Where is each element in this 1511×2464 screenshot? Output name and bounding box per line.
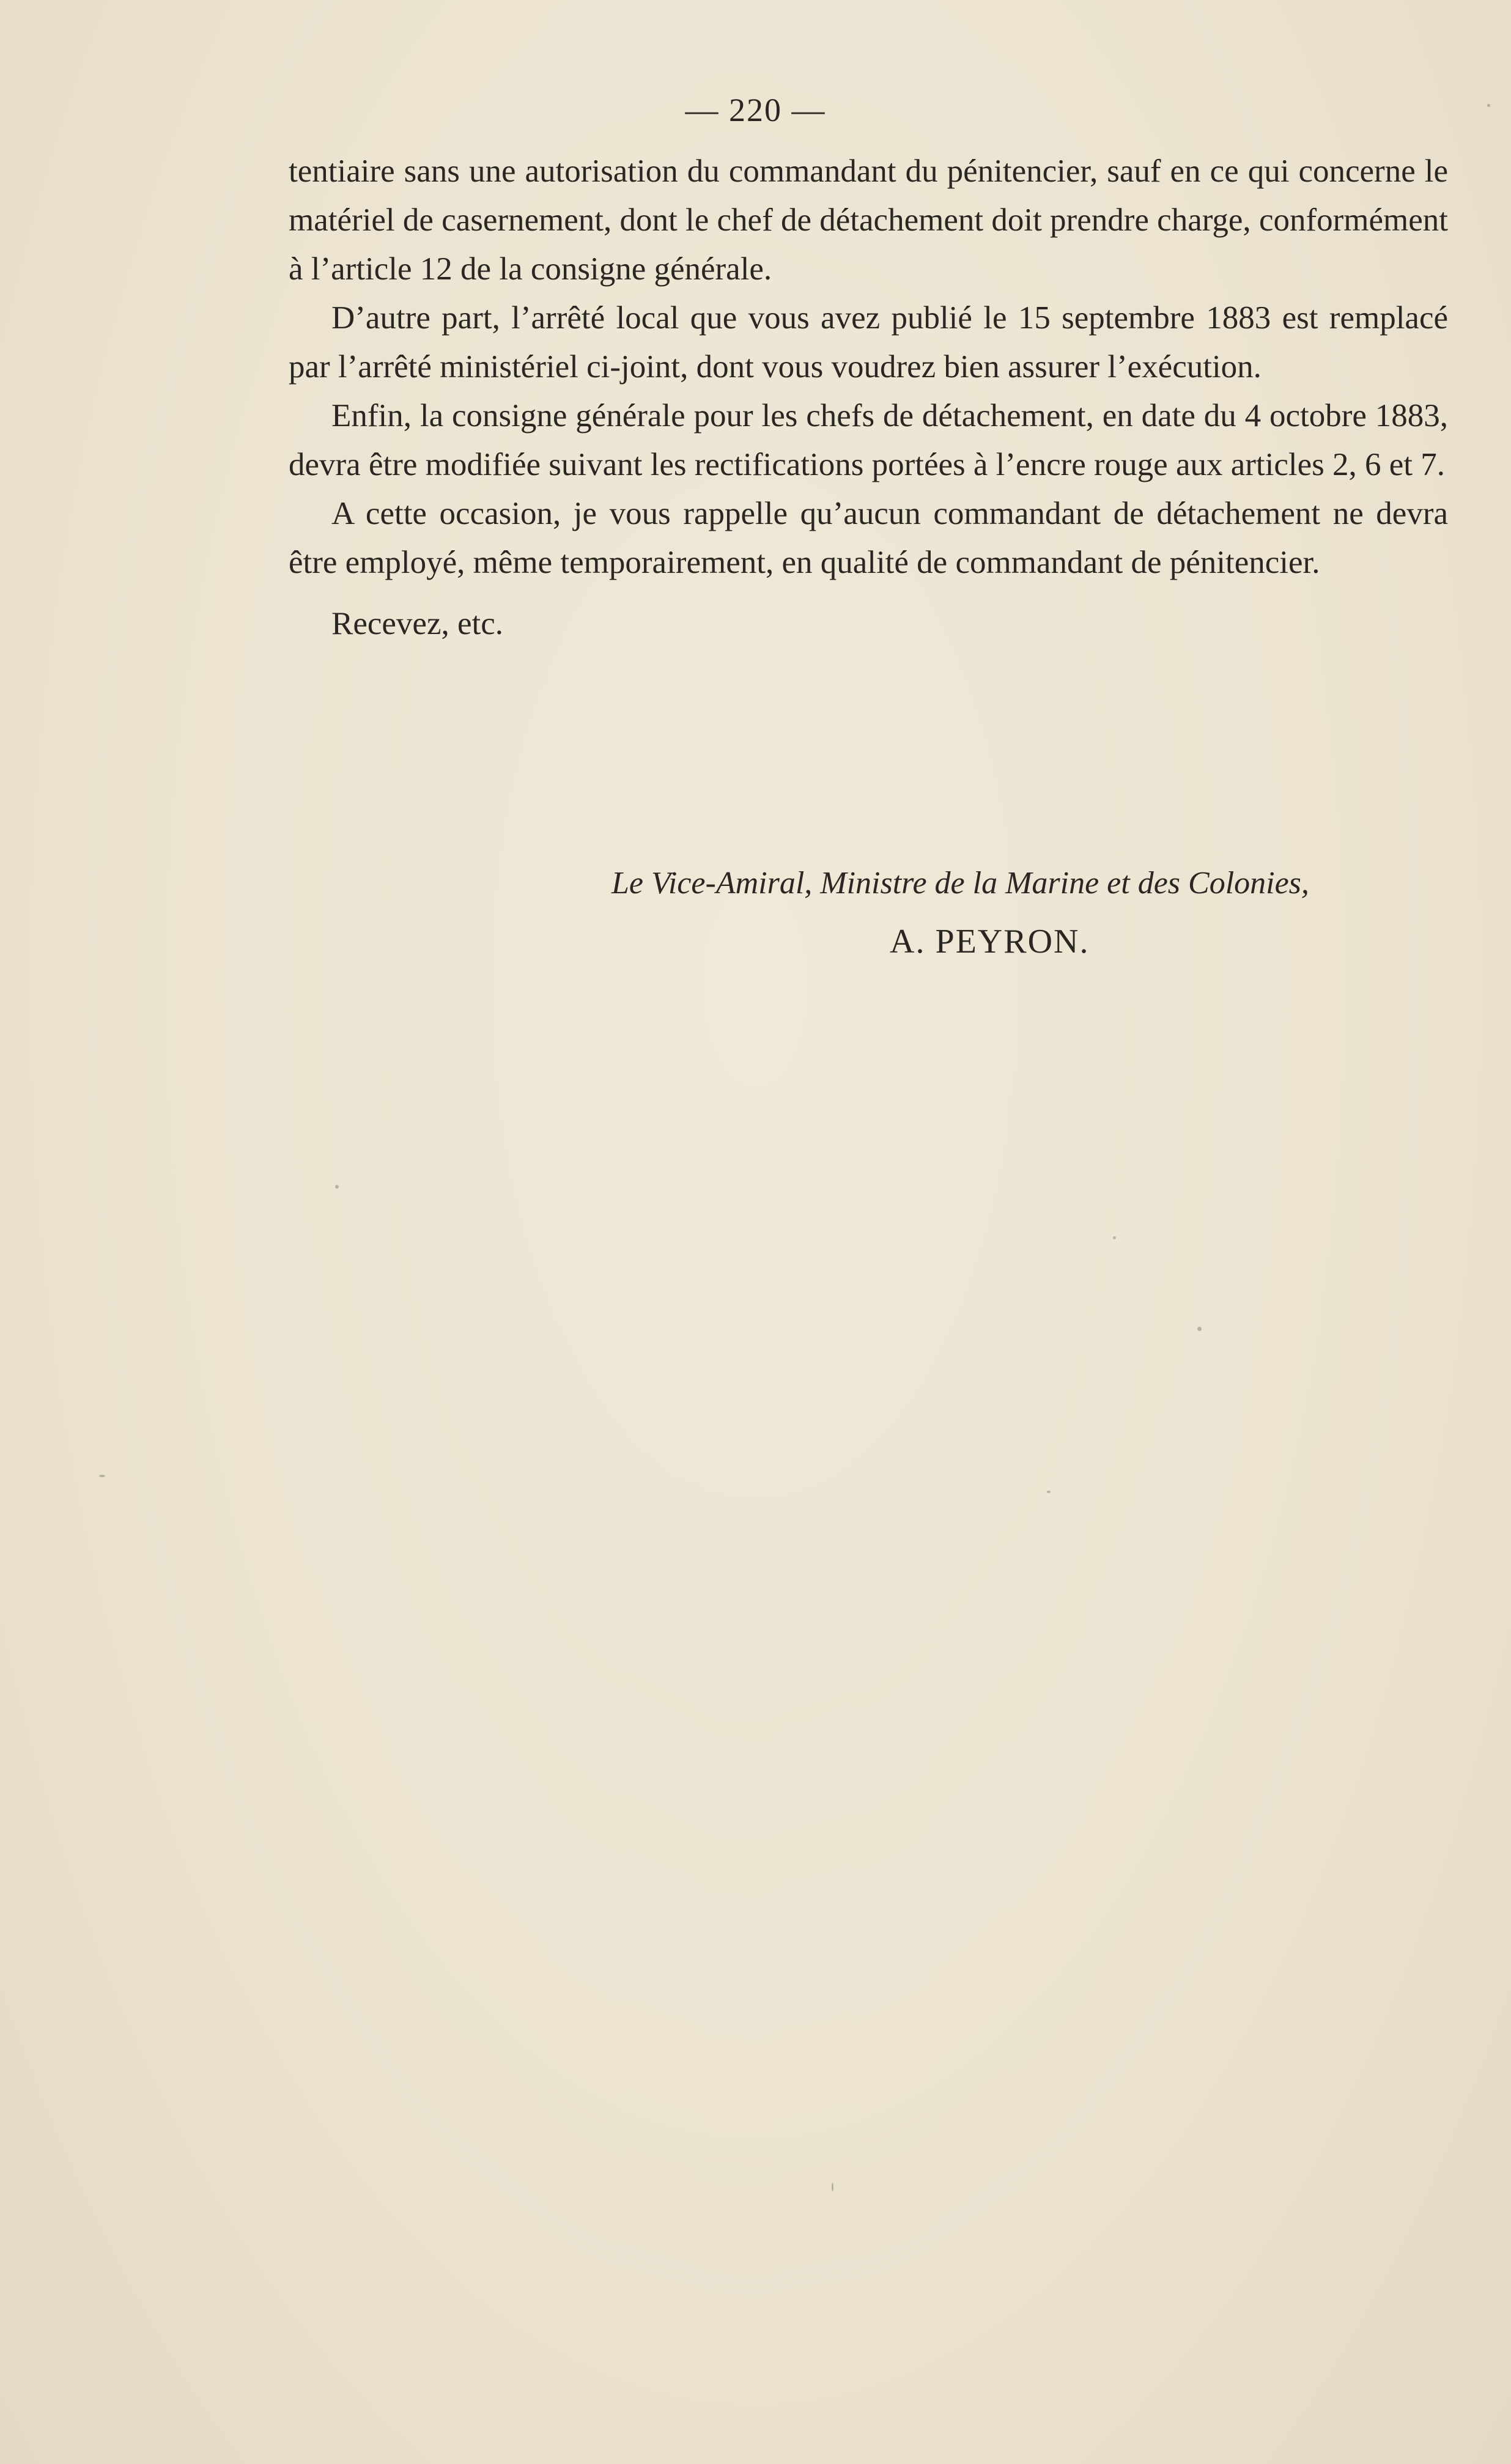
signature-title: Le Vice-Amiral, Ministre de la Marine et des Colonies, (611, 866, 1309, 901)
signature-name: A. PEYRON. (890, 923, 1090, 961)
paper-speck (1113, 1236, 1116, 1239)
paper-speck (1047, 1491, 1051, 1493)
paper-speck (1487, 104, 1490, 107)
page-number: — 220 — (685, 92, 826, 128)
paragraph-consigne: Enfin, la consigne générale pour les chefs de détachement, en date du 4 octobre 1883, devra être modifiée suivant les rectifications portées à l’encre rouge aux articles 2, 6 et 7. (289, 398, 1448, 482)
paper-speck (335, 1185, 339, 1189)
paper-speck (1197, 1327, 1202, 1331)
paragraph-rappel: A cette occasion, je vous rappelle qu’aucun commandant de détachement ne devra être employé, même temporairement, en qualité de commandant de pénitencier. (289, 496, 1448, 580)
paragraph-continuation: tentiaire sans une autorisation du commandant du pénitencier, sauf en ce qui concerne le matériel de casernement, dont le chef de détachement doit prendre charge, conformément à l’article 12 de la consigne générale. (289, 153, 1448, 287)
body-text (289, 147, 1448, 648)
closing-formula: Recevez, etc. (331, 606, 503, 641)
paper-speck (832, 2183, 833, 2191)
paragraph-arrete: D’autre part, l’arrêté local que vous avez publié le 15 septembre 1883 est remplacé par l’arrêté ministériel ci-joint, dont vous voudrez bien assurer l’exécution. (289, 300, 1448, 385)
paper-speck (99, 1475, 105, 1477)
